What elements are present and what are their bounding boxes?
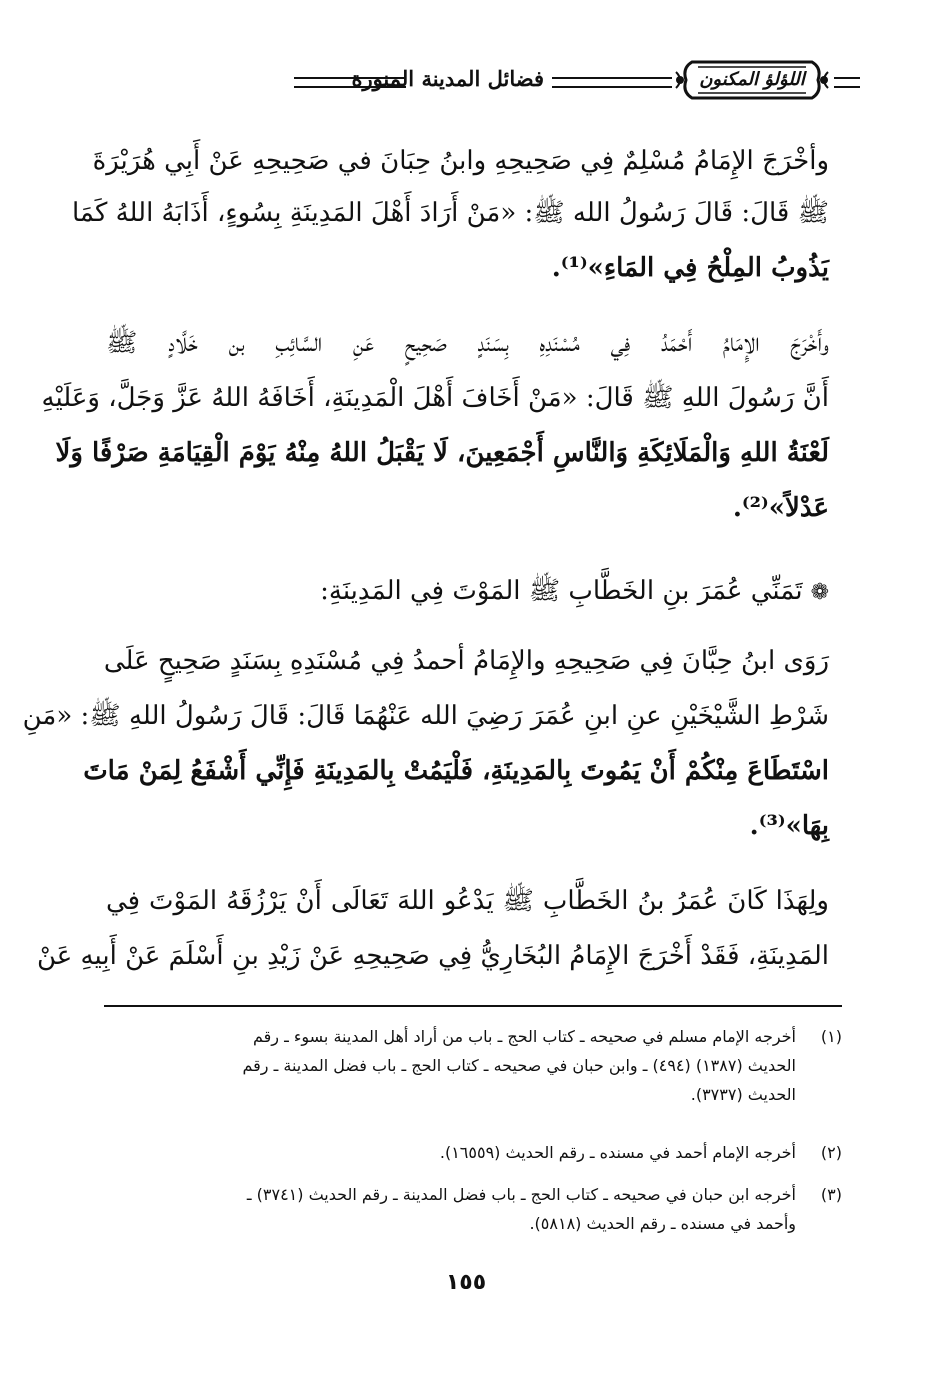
- footnote-line: وأحمد في مسنده ـ رقم الحديث (٥٨١٨).: [529, 1214, 796, 1233]
- running-header: [100, 52, 860, 108]
- text-line: يَذُوبُ المِلْحُ فِي المَاءِ»⁽¹⁾.: [551, 253, 829, 283]
- text-line: ولِهَذَا كَانَ عُمَرُ بنُ الخَطَّابِ ﷺ يَدْعُو اللهَ تَعَالَى أَنْ يَرْزُقَهُ المَوْتَ فِي: [106, 886, 829, 916]
- footnote-separator: [104, 1005, 842, 1007]
- header-ornament-frame: [674, 54, 830, 106]
- text-line: عَدْلاً»⁽²⁾.: [732, 493, 829, 523]
- header-rule: [834, 77, 860, 88]
- text-line: رَوَى ابنُ حِبَّانَ فِي صَحِيحِهِ والإِمَامُ أحمدُ فِي مُسْنَدِهِ بِسَنَدٍ صَحِيحٍ عَلَى: [103, 646, 829, 676]
- footnote-number: (٢): [820, 1143, 842, 1162]
- footnote: [104, 1180, 842, 1238]
- text-line: وأخْرَجَ الإِمَامُ مُسْلِمٌ فِي صَحِيحِهِ وابنُ حِبَانَ في صَحِيحِهِ عَنْ أَبِي هُرَيْرَةَ: [92, 146, 829, 176]
- footnote-line: أخرجه الإمام أحمد في مسنده ـ رقم الحديث (١٦٥٥٩).: [439, 1143, 796, 1162]
- footnote: [104, 1022, 842, 1109]
- header-rule: [552, 77, 672, 88]
- text-line: وأَخْرَجَ الإِمَامُ أَحْمَدُ فِي مُسْنَدِهِ بِسَنَدٍ صَحِيحٍ عَنِ السَّائِبِ بن خَلَّادٍ ﷺ: [106, 328, 829, 358]
- page-number: ١٥٥: [445, 1270, 487, 1295]
- text-line: اسْتَطَاعَ مِنْكُمْ أَنْ يَمُوتَ بِالمَدِينَةِ، فَلْيَمُتْ بِالمَدِينَةِ فَإِنِّي أَشْفَعُ لِمَنْ مَاتَ: [83, 756, 829, 786]
- footnote-number: (٣): [820, 1185, 842, 1204]
- footnote-line: الحديث (١٣٨٧) (٤٩٤) ـ وابن حبان في صحيحه ـ كتاب الحج ـ باب فضل المدينة ـ رقم: [242, 1056, 796, 1075]
- section-heading: [320, 578, 829, 604]
- footnote-line: أخرجه الإمام مسلم في صحيحه ـ كتاب الحج ـ باب من أراد أهل المدينة بسوء ـ رقم: [252, 1027, 796, 1046]
- footnote: [104, 1138, 842, 1167]
- text-line: أَنَّ رَسُولَ اللهِ ﷺ قَالَ: «مَنْ أَخَافَ أَهْلَ الْمَدِينَةِ، أَخَافَهُ اللهُ عَزَّ وَجَلَّ، وَعَلَيْهِ: [41, 383, 829, 413]
- footnote-line: أخرجه ابن حبان في صحيحه ـ كتاب الحج ـ باب فضل المدينة ـ رقم الحديث (٣٧٤١) ـ: [246, 1185, 796, 1204]
- text-line: لَعْنَةُ اللهِ وَالْمَلَائِكَةِ وَالنَّاسِ أَجْمَعِينَ، لَا يَقْبَلُ اللهُ مِنْهُ يَوْمَ الْقِيَامَةِ صَرْفًا وَلَا: [55, 438, 829, 468]
- chapter-title: فضائل المدينة المنورة: [351, 66, 544, 91]
- header-rule: [294, 77, 406, 88]
- footnote-line: الحديث (٣٧٣٧).: [690, 1085, 796, 1104]
- section-heading-text: تَمَنِّي عُمَرَ بنِ الخَطَّابِ ﷺ المَوْتَ فِي المَدِينَةِ:: [320, 576, 803, 606]
- footnote-number: (١): [820, 1027, 842, 1046]
- flower-ornament-icon: ❁: [810, 580, 829, 605]
- text-line: شَرْطِ الشَّيْخَيْنِ عنِ ابنِ عُمَرَ رَضِيَ الله عَنْهُمَا قَالَ: قَالَ رَسُولُ اللهِ ﷺ: «مَنِ: [22, 701, 829, 731]
- text-line: المَدِينَةِ، فَقَدْ أَخْرَجَ الإِمَامُ البُخَارِيُّ فِي صَحِيحِهِ عَنْ زَيْدِ بنِ أَسْلَمَ عَنْ أَبِيهِ عَنْ: [36, 941, 829, 971]
- book-title: اللؤلؤ المكنون: [699, 69, 805, 90]
- text-line: بِهَا»⁽³⁾.: [749, 811, 829, 841]
- text-line: ﷺ قَالَ: قَالَ رَسُولُ الله ﷺ: «مَنْ أَرَادَ أَهْلَ المَدِينَةِ بِسُوءٍ، أَذَابَهُ اللهُ كَمَا: [72, 198, 829, 228]
